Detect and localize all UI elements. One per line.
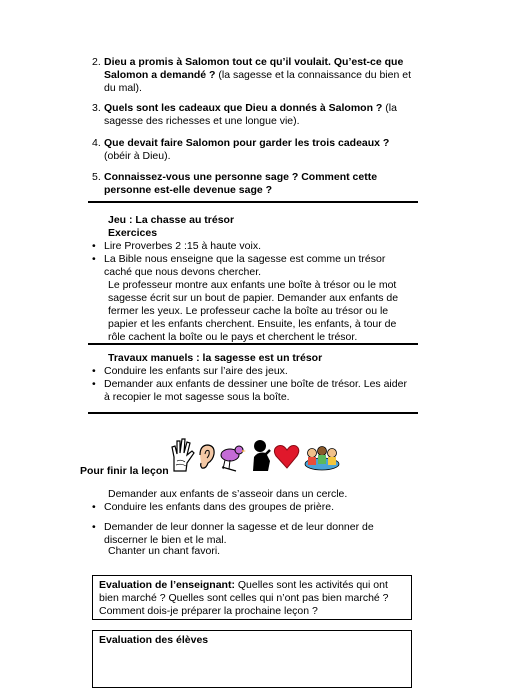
question-text: Quels sont les cadeaux que Dieu a donnés à Salomon ? xyxy=(104,102,383,114)
question-number: 3. xyxy=(92,102,101,114)
teacher-evaluation-box xyxy=(92,575,412,620)
question-5 xyxy=(92,171,412,197)
list-item: • Demander de leur donner la sagesse et de leur donner de discerner le bien et le mal. xyxy=(92,521,374,546)
closing-label: Pour finir la leçon xyxy=(80,465,169,477)
crafts-title: Travaux manuels : la sagesse est un trésor xyxy=(108,352,323,364)
children-group-icon xyxy=(305,447,339,471)
question-2 xyxy=(92,56,412,95)
heart-icon xyxy=(274,446,298,469)
question-number: 4. xyxy=(92,137,101,149)
question-answer: (obéir à Dieu). xyxy=(104,150,171,162)
question-number: 5. xyxy=(92,171,101,183)
question-4 xyxy=(92,137,412,163)
student-evaluation-label: Evaluation des élèves xyxy=(99,634,209,646)
teacher-evaluation-label: Evaluation de l’enseignant: xyxy=(99,579,235,591)
question-answer: (la sagesse et la connaissance du bien et du mal). xyxy=(104,69,411,94)
question-answer: (la sagesse des richesses et une longue vie). xyxy=(104,102,397,127)
clipart-row xyxy=(170,437,340,473)
list-item: • Conduire les enfants dans des groupes de prière. xyxy=(92,501,334,513)
game-title: Jeu : La chasse au trésor xyxy=(108,214,235,226)
question-text: Que devait faire Salomon pour garder les trois cadeaux ? xyxy=(104,137,390,149)
list-item: • Lire Proverbes 2 :15 à haute voix. xyxy=(92,240,262,252)
list-item: • Conduire les enfants sur l’aire des jeux. xyxy=(92,365,288,377)
question-3 xyxy=(92,102,412,128)
game-paragraph: Le professeur montre aux enfants une boîte à trésor ou le mot sagesse écrit sur un bout de papier. Demander aux enfants de fermer les yeux. Le professeur cache la boîte au trésor ou le papier et les enfants cherchent. Ensuite, les enfants, à tour de rôle cachent la boîte ou le pays et cherchent le trésor. xyxy=(108,279,399,343)
closing-line: Demander aux enfants de s’asseoir dans un cercle. xyxy=(108,488,348,500)
bird-icon xyxy=(221,446,246,471)
list-item: • La Bible nous enseigne que la sagesse est comme un trésor caché que nous devons chercher. xyxy=(92,253,386,278)
student-evaluation-box xyxy=(92,630,412,688)
closing-line: Chanter un chant favori. xyxy=(108,545,221,557)
ear-icon xyxy=(200,445,214,468)
question-text: Dieu a promis à Salomon tout ce qu’il voulait. Qu’est-ce que Salomon a demandé ? xyxy=(104,56,404,81)
teacher-evaluation-text: Quelles sont les activités qui ont bien marché ? Quelles sont celles qui n’ont pas bien marché ? Comment dois-je préparer la prochaine leçon ? xyxy=(99,579,389,617)
question-text: Connaissez-vous une personne sage ? Comment cette personne est-elle devenue sage ? xyxy=(104,171,378,196)
section-divider xyxy=(88,201,418,203)
list-item: • Demander aux enfants de dessiner une boîte de trésor. Les aider à recopier le mot sagesse sous la boîte. xyxy=(92,378,407,403)
question-number: 2. xyxy=(92,56,101,68)
hand-icon xyxy=(172,439,194,471)
praying-child-icon xyxy=(253,440,270,471)
game-subtitle: Exercices xyxy=(108,227,158,239)
section-divider xyxy=(88,343,418,345)
section-divider xyxy=(88,412,418,414)
